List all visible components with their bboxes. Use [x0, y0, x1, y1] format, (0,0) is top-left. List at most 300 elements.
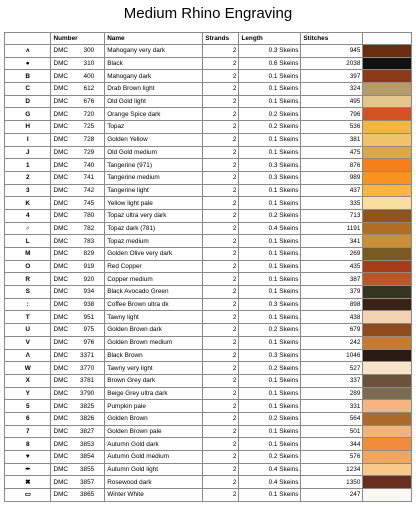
row-length: 0.2 Skeins [239, 324, 301, 337]
row-length: 0.2 Skeins [239, 108, 301, 121]
row-stitches: 2038 [301, 57, 363, 70]
table-row [5, 489, 412, 502]
row-color-swatch [363, 197, 412, 210]
row-brand: DMC [53, 110, 69, 118]
row-symbol: 4 [5, 209, 51, 222]
row-length: 0.2 Skeins [239, 412, 301, 425]
row-number [51, 146, 105, 159]
row-code: 3854 [79, 453, 95, 461]
row-stitches: 344 [301, 438, 363, 451]
row-name: Red Copper [105, 260, 203, 273]
row-symbol: 6 [5, 412, 51, 425]
row-color-swatch [363, 133, 412, 146]
row-stitches: 289 [301, 387, 363, 400]
table-row [5, 286, 412, 299]
row-brand: DMC [53, 136, 69, 144]
row-symbol: R [5, 273, 51, 286]
row-number [51, 362, 105, 375]
row-name: Rosewood dark [105, 476, 203, 489]
row-strands: 2 [203, 463, 239, 476]
row-strands: 2 [203, 222, 239, 235]
row-name: Golden Brown pale [105, 425, 203, 438]
row-code: 300 [83, 47, 95, 55]
row-length: 0.1 Skeins [239, 184, 301, 197]
row-brand: DMC [53, 313, 69, 321]
row-strands: 2 [203, 171, 239, 184]
table-row [5, 171, 412, 184]
row-name: Copper medium [105, 273, 203, 286]
table-row [5, 45, 412, 58]
row-length: 0.1 Skeins [239, 95, 301, 108]
row-number [51, 197, 105, 210]
row-brand: DMC [53, 85, 69, 93]
page-title: Medium Rhino Engraving [123, 5, 293, 22]
row-symbol: U [5, 324, 51, 337]
row-brand: DMC [53, 174, 69, 182]
row-number [51, 298, 105, 311]
row-length: 0.1 Skeins [239, 83, 301, 96]
row-stitches: 242 [301, 336, 363, 349]
row-strands: 2 [203, 108, 239, 121]
row-number [51, 286, 105, 299]
row-color-swatch [363, 286, 412, 299]
row-color-swatch [363, 400, 412, 413]
row-number [51, 311, 105, 324]
table-row [5, 222, 412, 235]
row-brand: DMC [53, 148, 69, 156]
row-code: 3781 [79, 377, 95, 385]
row-code: 783 [83, 237, 95, 245]
row-code: 612 [83, 85, 95, 93]
row-brand: DMC [53, 47, 69, 55]
row-strands: 2 [203, 209, 239, 222]
row-symbol: V [5, 336, 51, 349]
row-number [51, 184, 105, 197]
row-brand: DMC [53, 453, 69, 461]
row-brand: DMC [53, 199, 69, 207]
row-strands: 2 [203, 95, 239, 108]
row-number [51, 387, 105, 400]
row-color-swatch [363, 362, 412, 375]
row-name: Topaz medium [105, 235, 203, 248]
row-symbol: H [5, 121, 51, 134]
row-strands: 2 [203, 336, 239, 349]
row-length: 0.1 Skeins [239, 387, 301, 400]
row-code: 780 [83, 212, 95, 220]
row-stitches: 576 [301, 451, 363, 464]
row-symbol: S [5, 286, 51, 299]
row-code: 3371 [79, 351, 95, 359]
row-name: Autumn Gold dark [105, 438, 203, 451]
table-row [5, 95, 412, 108]
row-brand: DMC [53, 491, 69, 499]
row-stitches: 945 [301, 45, 363, 58]
row-code: 920 [83, 275, 95, 283]
row-brand: DMC [53, 427, 69, 435]
row-number [51, 45, 105, 58]
row-length: 0.1 Skeins [239, 260, 301, 273]
row-code: 740 [83, 161, 95, 169]
row-number [51, 95, 105, 108]
header-strands: Strands [203, 33, 239, 45]
row-number [51, 70, 105, 83]
row-name: Beige Grey ultra dark [105, 387, 203, 400]
row-stitches: 495 [301, 95, 363, 108]
row-symbol: Λ [5, 349, 51, 362]
row-stitches: 713 [301, 209, 363, 222]
row-stitches: 337 [301, 374, 363, 387]
table-row [5, 400, 412, 413]
row-name: Topaz ultra very dark [105, 209, 203, 222]
table-row [5, 159, 412, 172]
row-name: Old Gold light [105, 95, 203, 108]
row-brand: DMC [53, 98, 69, 106]
row-symbol: C [5, 83, 51, 96]
row-symbol: Y [5, 387, 51, 400]
row-name: Black [105, 57, 203, 70]
row-code: 729 [83, 148, 95, 156]
row-stitches: 679 [301, 324, 363, 337]
row-color-swatch [363, 489, 412, 502]
row-symbol: M [5, 248, 51, 261]
row-color-swatch [363, 298, 412, 311]
row-brand: DMC [53, 326, 69, 334]
table-row [5, 184, 412, 197]
row-name: Tawny very light [105, 362, 203, 375]
row-length: 0.1 Skeins [239, 146, 301, 159]
row-length: 0.1 Skeins [239, 235, 301, 248]
row-brand: DMC [53, 478, 69, 486]
row-brand: DMC [53, 186, 69, 194]
row-symbol: D [5, 95, 51, 108]
row-number [51, 273, 105, 286]
row-symbol: ʌ [5, 45, 51, 58]
row-color-swatch [363, 184, 412, 197]
row-number [51, 336, 105, 349]
row-number [51, 248, 105, 261]
row-name: Topaz [105, 121, 203, 134]
row-length: 0.1 Skeins [239, 273, 301, 286]
row-number [51, 349, 105, 362]
table-row [5, 133, 412, 146]
floss-table [4, 32, 412, 502]
row-strands: 2 [203, 324, 239, 337]
row-strands: 2 [203, 362, 239, 375]
row-symbol: K [5, 197, 51, 210]
table-row [5, 57, 412, 70]
row-name: Topaz dark (781) [105, 222, 203, 235]
row-name: Golden Brown [105, 412, 203, 425]
row-number [51, 425, 105, 438]
row-symbol: ● [5, 57, 51, 70]
row-symbol: J [5, 146, 51, 159]
table-row [5, 362, 412, 375]
row-strands: 2 [203, 83, 239, 96]
row-number [51, 133, 105, 146]
row-length: 0.1 Skeins [239, 70, 301, 83]
row-symbol: L [5, 235, 51, 248]
row-name: Mahogany dark [105, 70, 203, 83]
row-number [51, 412, 105, 425]
row-color-swatch [363, 235, 412, 248]
row-brand: DMC [53, 466, 69, 474]
table-row [5, 349, 412, 362]
row-number [51, 260, 105, 273]
row-color-swatch [363, 248, 412, 261]
row-code: 676 [83, 98, 95, 106]
row-name: Pumpkin pale [105, 400, 203, 413]
row-color-swatch [363, 438, 412, 451]
row-strands: 2 [203, 57, 239, 70]
header-symbol [5, 33, 51, 45]
row-brand: DMC [53, 351, 69, 359]
row-length: 0.1 Skeins [239, 133, 301, 146]
row-stitches: 438 [301, 311, 363, 324]
row-length: 0.1 Skeins [239, 311, 301, 324]
row-stitches: 527 [301, 362, 363, 375]
row-stitches: 1046 [301, 349, 363, 362]
row-strands: 2 [203, 374, 239, 387]
table-row [5, 197, 412, 210]
row-name: Yellow light pale [105, 197, 203, 210]
row-symbol: ♥ [5, 451, 51, 464]
row-brand: DMC [53, 212, 69, 220]
row-strands: 2 [203, 489, 239, 502]
row-number [51, 235, 105, 248]
table-row [5, 425, 412, 438]
row-color-swatch [363, 412, 412, 425]
row-name: Autumn Gold medium [105, 451, 203, 464]
row-number [51, 451, 105, 464]
table-header-row [5, 33, 412, 45]
table-row [5, 146, 412, 159]
table-row [5, 476, 412, 489]
row-number [51, 463, 105, 476]
header-name: Name [105, 33, 203, 45]
row-code: 976 [83, 339, 95, 347]
table-row [5, 209, 412, 222]
row-strands: 2 [203, 45, 239, 58]
row-symbol: O [5, 260, 51, 273]
row-stitches: 876 [301, 159, 363, 172]
row-brand: DMC [53, 60, 69, 68]
row-code: 310 [83, 60, 95, 68]
row-code: 3853 [79, 440, 95, 448]
row-brand: DMC [53, 263, 69, 271]
row-strands: 2 [203, 197, 239, 210]
row-length: 0.1 Skeins [239, 489, 301, 502]
row-number [51, 476, 105, 489]
row-brand: DMC [53, 415, 69, 423]
row-length: 0.1 Skeins [239, 438, 301, 451]
row-color-swatch [363, 387, 412, 400]
row-color-swatch [363, 349, 412, 362]
row-number [51, 438, 105, 451]
row-symbol: 8 [5, 438, 51, 451]
row-name: Orange Spice dark [105, 108, 203, 121]
row-brand: DMC [53, 377, 69, 385]
row-code: 3827 [79, 427, 95, 435]
row-stitches: 379 [301, 286, 363, 299]
row-brand: DMC [53, 389, 69, 397]
row-color-swatch [363, 222, 412, 235]
row-stitches: 796 [301, 108, 363, 121]
row-number [51, 121, 105, 134]
row-color-swatch [363, 171, 412, 184]
row-name: Black Brown [105, 349, 203, 362]
row-code: 3825 [79, 402, 95, 410]
row-number [51, 171, 105, 184]
row-strands: 2 [203, 146, 239, 159]
row-strands: 2 [203, 260, 239, 273]
row-name: Golden Brown dark [105, 324, 203, 337]
row-strands: 2 [203, 438, 239, 451]
row-code: 3865 [79, 491, 95, 499]
row-code: 3857 [79, 478, 95, 486]
row-color-swatch [363, 451, 412, 464]
row-brand: DMC [53, 72, 69, 80]
row-length: 0.2 Skeins [239, 209, 301, 222]
row-number [51, 108, 105, 121]
table-row [5, 336, 412, 349]
row-color-swatch [363, 336, 412, 349]
row-stitches: 335 [301, 197, 363, 210]
row-strands: 2 [203, 387, 239, 400]
row-symbol: G [5, 108, 51, 121]
table-row [5, 235, 412, 248]
row-name: Tangerine (971) [105, 159, 203, 172]
row-name: Golden Yellow [105, 133, 203, 146]
row-color-swatch [363, 95, 412, 108]
row-stitches: 331 [301, 400, 363, 413]
row-stitches: 437 [301, 184, 363, 197]
header-length: Length [239, 33, 301, 45]
row-symbol: 2 [5, 171, 51, 184]
row-strands: 2 [203, 311, 239, 324]
row-strands: 2 [203, 184, 239, 197]
row-brand: DMC [53, 440, 69, 448]
row-name: Golden Olive very dark [105, 248, 203, 261]
table-row [5, 412, 412, 425]
row-number [51, 489, 105, 502]
row-strands: 2 [203, 286, 239, 299]
row-name: Tangerine medium [105, 171, 203, 184]
row-stitches: 269 [301, 248, 363, 261]
row-strands: 2 [203, 425, 239, 438]
row-length: 0.6 Skeins [239, 57, 301, 70]
row-stitches: 324 [301, 83, 363, 96]
header-stitches: Stitches [301, 33, 363, 45]
row-name: Drab Brown light [105, 83, 203, 96]
row-number [51, 324, 105, 337]
row-name: Mahogany very dark [105, 45, 203, 58]
row-color-swatch [363, 425, 412, 438]
row-color-swatch [363, 70, 412, 83]
row-code: 938 [83, 301, 95, 309]
row-number [51, 83, 105, 96]
row-stitches: 1191 [301, 222, 363, 235]
row-length: 0.1 Skeins [239, 374, 301, 387]
row-color-swatch [363, 121, 412, 134]
row-symbol: 5 [5, 400, 51, 413]
row-name: Old Gold medium [105, 146, 203, 159]
row-color-swatch [363, 476, 412, 489]
row-code: 3826 [79, 415, 95, 423]
row-code: 934 [83, 288, 95, 296]
row-length: 0.3 Skeins [239, 45, 301, 58]
row-color-swatch [363, 108, 412, 121]
row-number [51, 57, 105, 70]
row-strands: 2 [203, 159, 239, 172]
row-stitches: 435 [301, 260, 363, 273]
row-code: 3790 [79, 389, 95, 397]
row-symbol: ▭ [5, 489, 51, 502]
table-row [5, 311, 412, 324]
row-length: 0.2 Skeins [239, 451, 301, 464]
table-row [5, 298, 412, 311]
row-code: 3855 [79, 466, 95, 474]
row-color-swatch [363, 273, 412, 286]
row-brand: DMC [53, 288, 69, 296]
row-brand: DMC [53, 339, 69, 347]
row-length: 0.3 Skeins [239, 298, 301, 311]
row-code: 919 [83, 263, 95, 271]
header-number: Number [51, 33, 105, 45]
row-brand: DMC [53, 402, 69, 410]
row-stitches: 341 [301, 235, 363, 248]
table-row [5, 108, 412, 121]
row-color-swatch [363, 324, 412, 337]
row-length: 0.3 Skeins [239, 159, 301, 172]
row-number [51, 222, 105, 235]
row-length: 0.3 Skeins [239, 349, 301, 362]
row-brand: DMC [53, 364, 69, 372]
table-row [5, 438, 412, 451]
row-color-swatch [363, 463, 412, 476]
row-code: 728 [83, 136, 95, 144]
row-stitches: 989 [301, 171, 363, 184]
row-strands: 2 [203, 70, 239, 83]
row-stitches: 898 [301, 298, 363, 311]
row-symbol: ♂ [5, 222, 51, 235]
row-code: 782 [83, 224, 95, 232]
row-brand: DMC [53, 224, 69, 232]
table-row [5, 83, 412, 96]
row-code: 975 [83, 326, 95, 334]
row-name: Tawny light [105, 311, 203, 324]
row-code: 745 [83, 199, 95, 207]
row-length: 0.4 Skeins [239, 222, 301, 235]
row-length: 0.2 Skeins [239, 121, 301, 134]
row-symbol: 3 [5, 184, 51, 197]
row-strands: 2 [203, 248, 239, 261]
row-stitches: 475 [301, 146, 363, 159]
row-code: 742 [83, 186, 95, 194]
row-symbol: B [5, 70, 51, 83]
row-color-swatch [363, 57, 412, 70]
row-length: 0.4 Skeins [239, 463, 301, 476]
row-name: Golden Brown medium [105, 336, 203, 349]
row-brand: DMC [53, 250, 69, 258]
row-stitches: 536 [301, 121, 363, 134]
row-symbol: : [5, 298, 51, 311]
row-color-swatch [363, 159, 412, 172]
row-color-swatch [363, 209, 412, 222]
row-name: Tangerine light [105, 184, 203, 197]
header-color [363, 33, 412, 45]
row-code: 951 [83, 313, 95, 321]
table-row [5, 451, 412, 464]
